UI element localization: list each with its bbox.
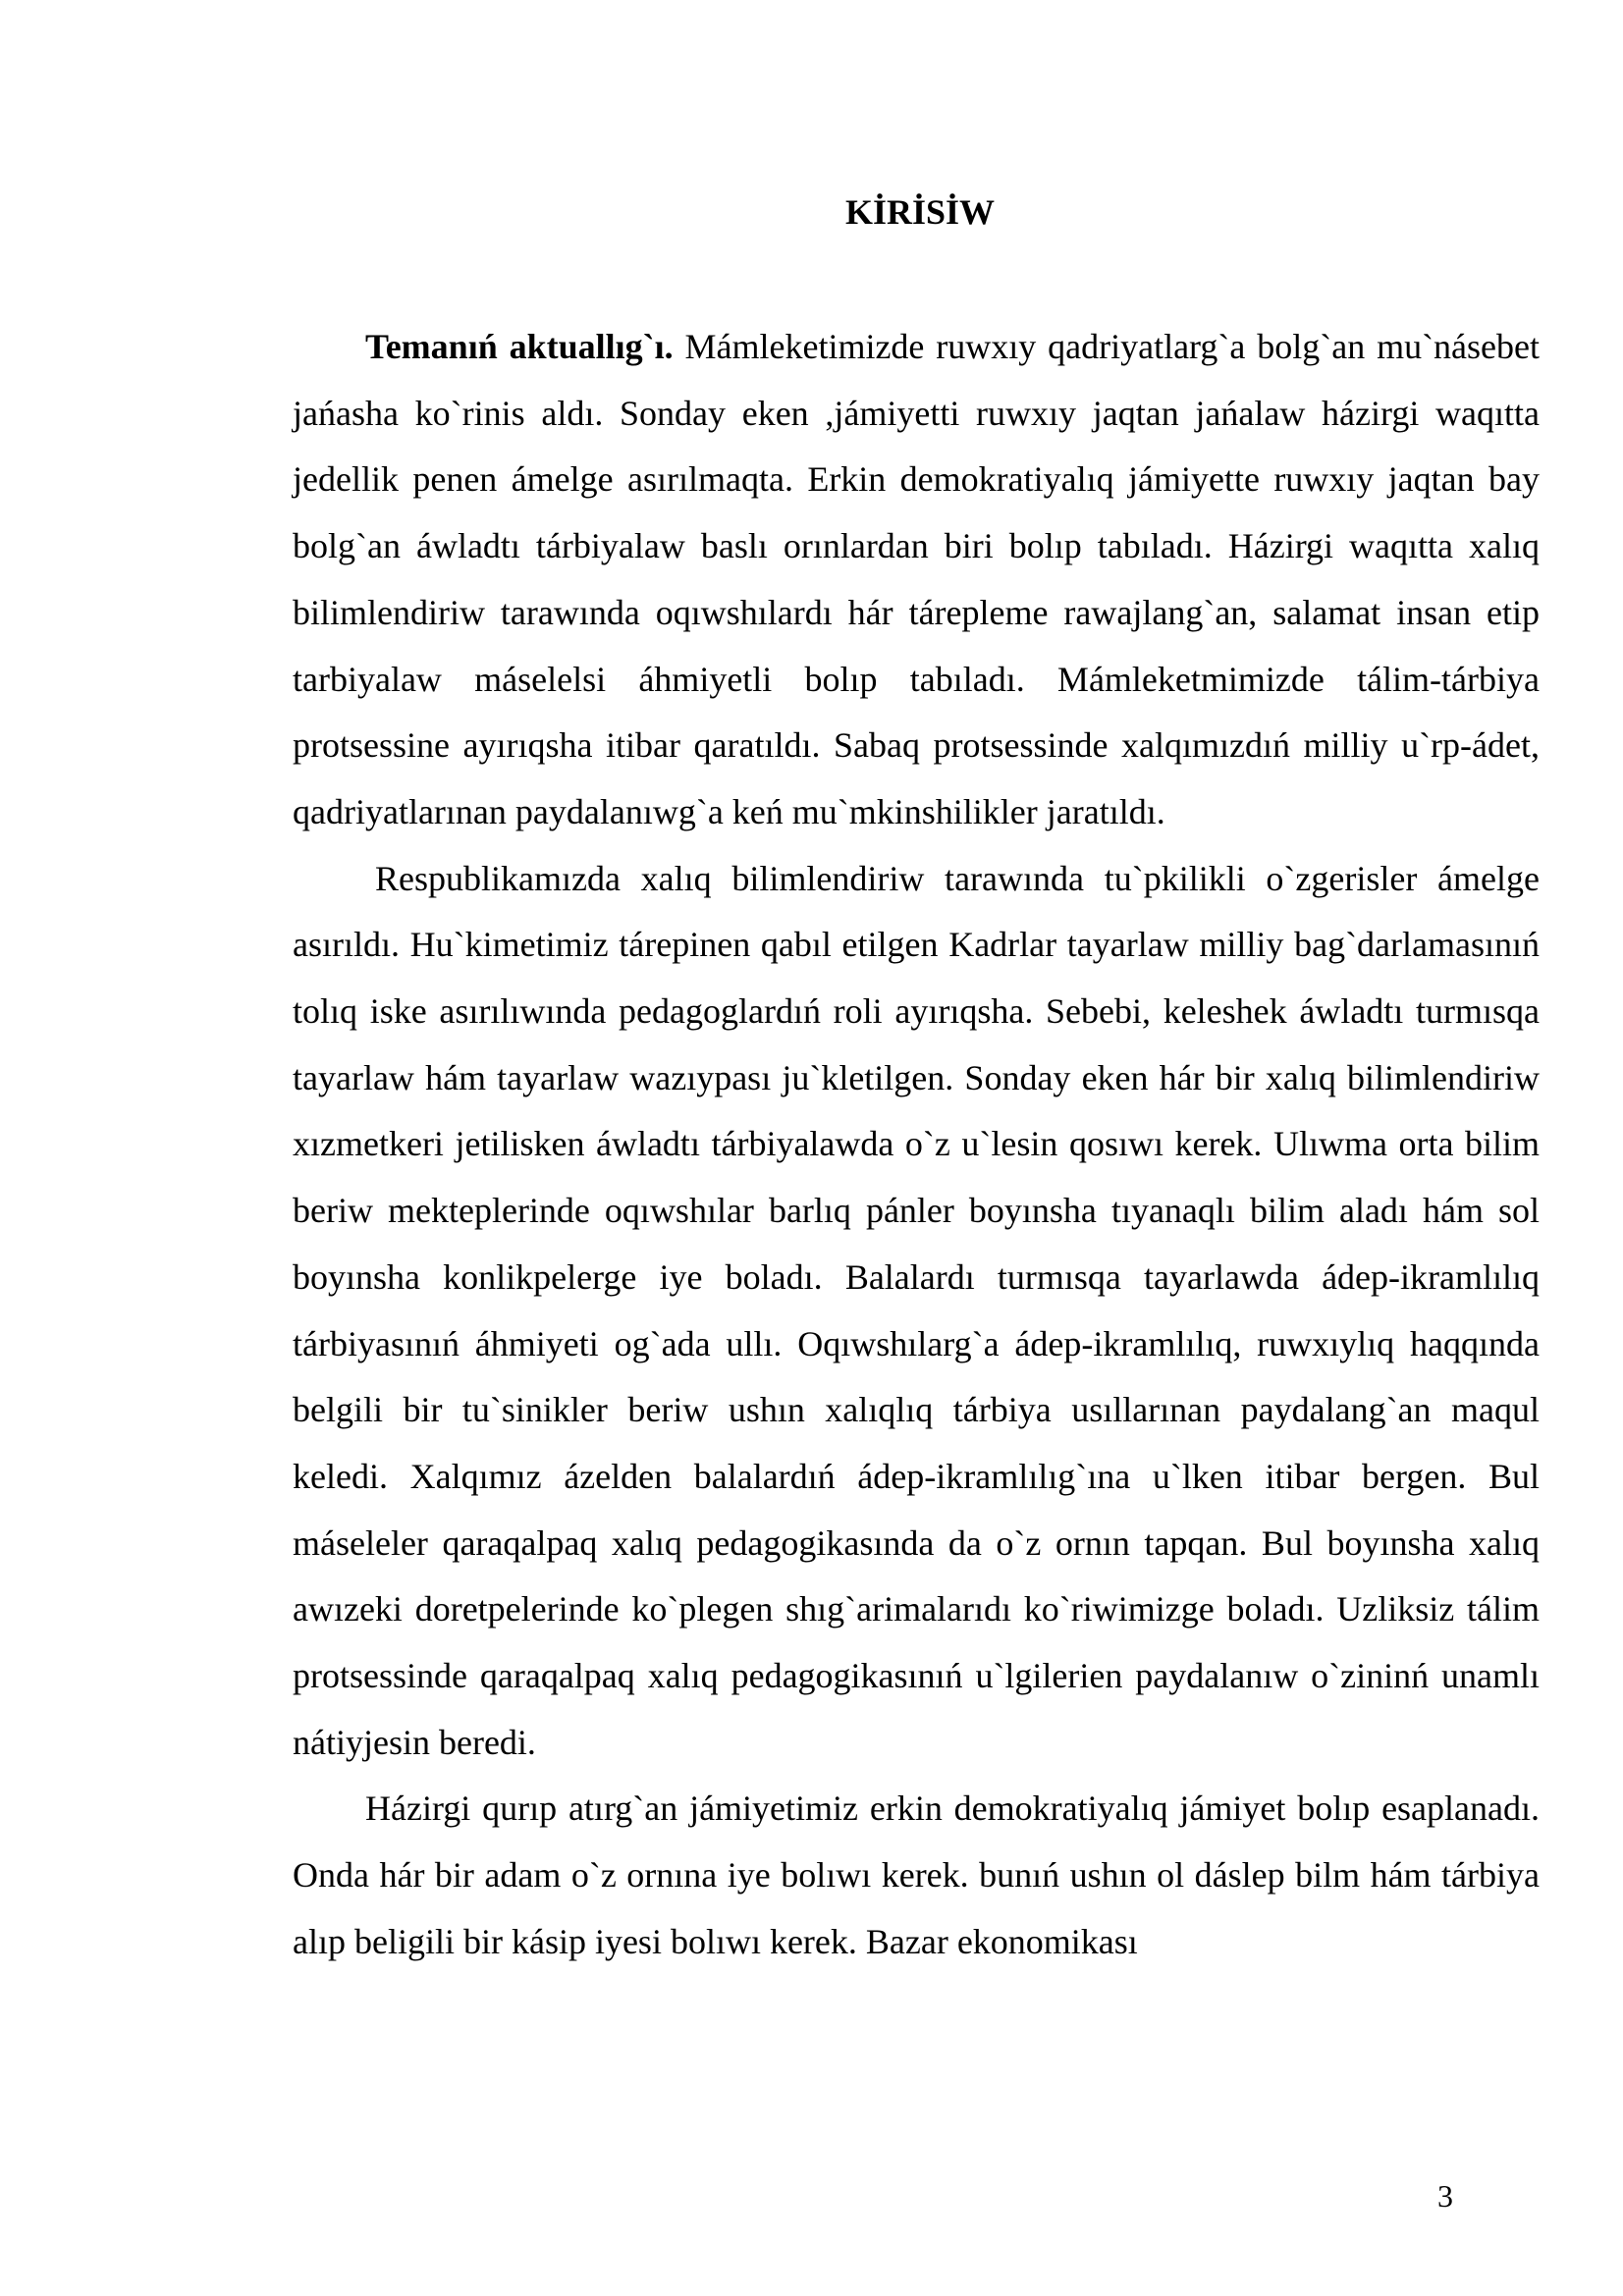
paragraph-3 bbox=[293, 1776, 1540, 1975]
paragraph-1-lead: Temanıń aktuallıg`ı. bbox=[365, 327, 674, 366]
paragraph-2-text: Respublikamızda xalıq bilimlendiriw tarawında tu`pkilikli o`zgerisler ámelge asırıldı. Hu`kimetimiz tárepinen qabıl etilgen Kadrlar tayarlaw milliy bag`darlamasınıń tolıq iske asırılıwında pedagoglardıń roli ayırıqsha. Sebebi, keleshek áwladtı turmısqa tayarlaw hám tayarlaw wazıypası ju`kletilgen. Sonday eken hár bir xalıq bilimlendiriw xızmetkeri jetilisken áwladtı tárbiyalawda o`z u`lesin qosıwı kerek. Ulıwma orta bilim beriw mekteplerinde oqıwshılar barlıq pánler boyınsha tıyanaqlı bilim aladı hám sol boyınsha konlikpelerge iye boladı. Balalardı turmısqa tayarlawda ádep-ikramlılıq tárbiyasınıń áhmiyeti og`ada ullı. Oqıwshılarg`a ádep-ikramlılıq, ruwxıylıq haqqında belgili bir tu`sinikler beriw ushın xalıqlıq tárbiya usıllarınan paydalang`an maqul keledi. Xalqımız ázelden balalardıń ádep-ikramlılıg`ına u`lken itibar bergen. Bul máseleler qaraqalpaq xalıq pedagogikasında da o`z ornın tapqan. Bul boyınsha xalıq awızeki doretpelerinde ko`plegen shıg`arimalarıdı ko`riwimizge boladı. Uzliksiz tálim protsessinde qaraqalpaq xalıq pedagogikasınıń u`lgilerien paydalanıw o`zininń unamlı nátiyjesin beredi. bbox=[293, 858, 1540, 1762]
page-number: 3 bbox=[1437, 2178, 1453, 2214]
document-title: KİRİSİW bbox=[844, 192, 996, 232]
paragraph-3-text: Házirgi qurıp atırg`an jámiyetimiz erkin demokratiyalıq jámiyet bolıp esaplanadı. Onda hár bir adam o`z ornına iye bolıwı kerek. bunıń ushın ol dáslep bilm hám tárbiya alıp beligili bir kásip iyesi bolıwı kerek. Bazar ekonomikası bbox=[293, 1789, 1540, 1961]
document-body bbox=[293, 314, 1540, 1976]
paragraph-1-text: Mámleketimizde ruwxıy qadriyatlarg`a bolg`an mu`násebet jańasha ko`rinis aldı. Sonday eken ,jámiyetti ruwxıy jaqtan jańalaw házirgi waqıtta jedellik penen ámelge asırılmaqta. Erkin demokratiyalıq jámiyette ruwxıy jaqtan bay bolg`an áwladtı tárbiyalaw baslı orınlardan biri bolıp tabıladı. Házirgi waqıtta xalıq bilimlendiriw tarawında oqıwshılardı hár tárepleme rawajlang`an, salamat insan etip tarbiyalaw máselelsi áhmiyetli bolıp tabıladı. Mámleketmimizde tálim-tárbiya protsessine ayırıqsha itibar qaratıldı. Sabaq protsessinde xalqımızdıń milliy u`rp-ádet, qadriyatlarınan paydalanıwg`a keń mu`mkinshilikler jaratıldı. bbox=[293, 327, 1541, 831]
document-page bbox=[293, 0, 1540, 2296]
paragraph-2 bbox=[293, 846, 1540, 1777]
paragraph-1 bbox=[293, 314, 1540, 846]
